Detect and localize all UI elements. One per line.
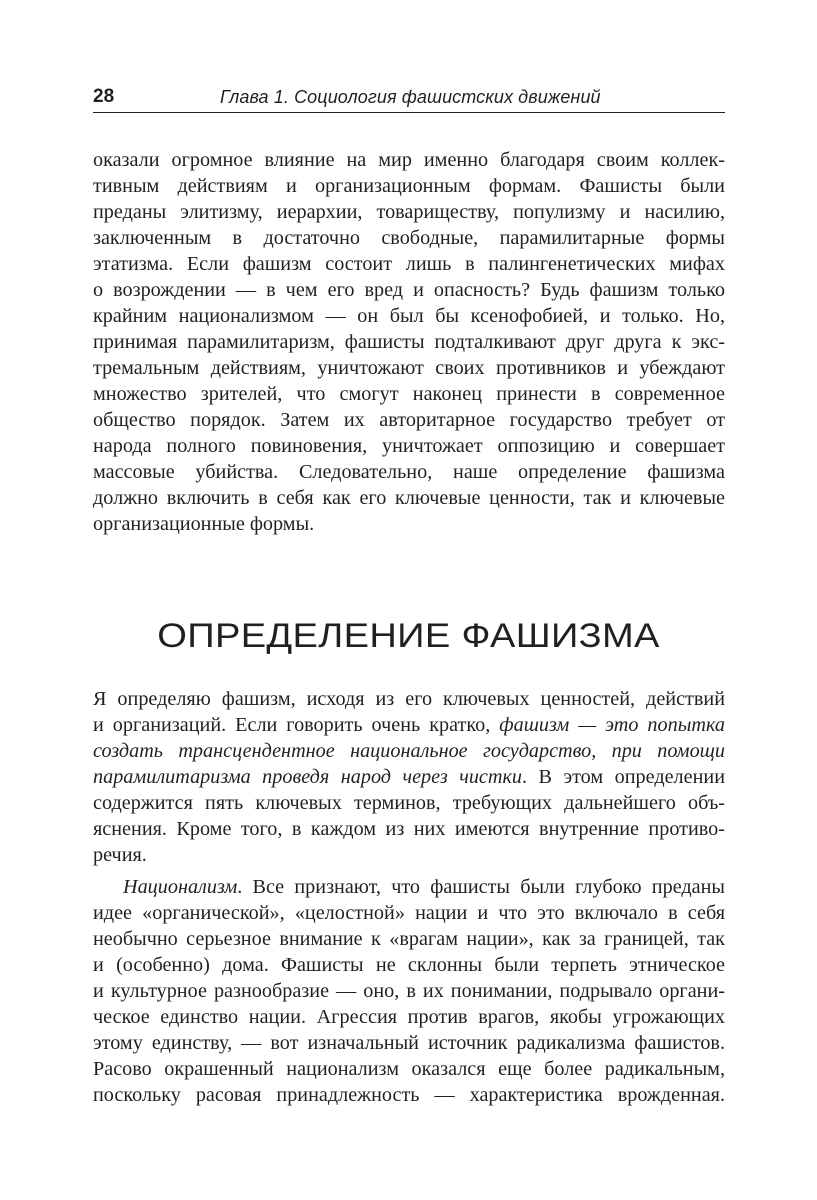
text-line [93,874,725,900]
text-line: принимая парамилитаризм, фашисты подталкивают друг друга к экс- [93,331,725,353]
text-line: Расово окрашенный национализм оказался еще более радикальным, [93,1058,725,1080]
text-line: заключенным в достаточно свободные, парамилитарные формы [93,227,725,249]
emphasized-text: парамилитаризма проведя народ через чистки [93,766,522,788]
text-line [93,712,725,738]
text-line: тивным действиям и организационным формам. Фашисты были [93,175,725,197]
text-span: и организаций. Если говорить очень кратко, [93,714,500,736]
emphasized-text: создать трансцендентное национальное государство, при помощи [93,740,725,762]
text-line: общество порядок. Затем их авторитарное государство требует от [93,409,725,431]
term-nationalism: Национализм [123,876,238,898]
text-span: . Все признают, что фашисты были глубоко преданы [237,876,725,898]
chapter-title: Глава 1. Социология фашистских движений [220,87,601,107]
text-line: и культурное разнообразие — оно, в их понимании, подрывало органи- [93,980,725,1002]
emphasized-text: фашизм — это попытка [499,714,725,736]
text-line: необычно серьезное внимание к «врагам нации», как за границей, так [93,928,725,950]
text-line: яснения. Кроме того, в каждом из них имеются внутренние противо- [93,818,725,840]
text-line: идее «органической», «целостной» нации и что это включало в себя [93,902,725,924]
text-line: народа полного повиновения, уничтожает оппозицию и совершает [93,435,725,457]
text-line: ческое единство нации. Агрессия против врагов, якобы угрожающих [93,1006,725,1028]
text-line [93,738,725,764]
text-span: . В этом определении [522,766,725,788]
text-line: этатизма. Если фашизм состоит лишь в палингенетических мифах [93,253,725,275]
text-line: преданы элитизму, иерархии, товариществу, популизму и насилию, [93,201,725,223]
page-number: 28 [93,86,115,107]
text-line: речия. [93,844,147,866]
nationalism-paragraph [93,874,725,1108]
text-line: массовые убийства. Следовательно, наше определение фашизма [93,461,725,483]
text-line: поскольку расовая принадлежность — характеристика врожденная. [93,1084,725,1106]
text-line: множество зрителей, что смогут наконец принести в современное [93,383,725,405]
text-line: тремальным действиям, уничтожают своих противников и убеждают [93,357,725,379]
intro-paragraph [93,147,725,537]
definition-paragraph [93,686,725,868]
section-heading: ОПРЕДЕЛЕНИЕ ФАШИЗМА [157,617,660,655]
text-line: содержится пять ключевых терминов, требующих дальнейшего объ- [93,792,725,814]
text-line: Я определяю фашизм, исходя из его ключевых ценностей, действий [93,688,725,710]
text-line: и (особенно) дома. Фашисты не склонны были терпеть этническое [93,954,725,976]
text-line: этому единству, — вот изначальный источник радикализма фашистов. [93,1032,725,1054]
text-line: оказали огромное влияние на мир именно благодаря своим коллек- [93,149,725,171]
running-header [93,84,725,113]
text-line: должно включить в себя как его ключевые ценности, так и ключевые [93,487,725,509]
text-line: организационные формы. [93,513,315,535]
text-line [93,764,725,790]
text-line: о возрождении — в чем его вред и опасность? Будь фашизм только [93,279,725,301]
text-line: крайним национализмом — он был бы ксенофобией, и только. Но, [93,305,725,327]
